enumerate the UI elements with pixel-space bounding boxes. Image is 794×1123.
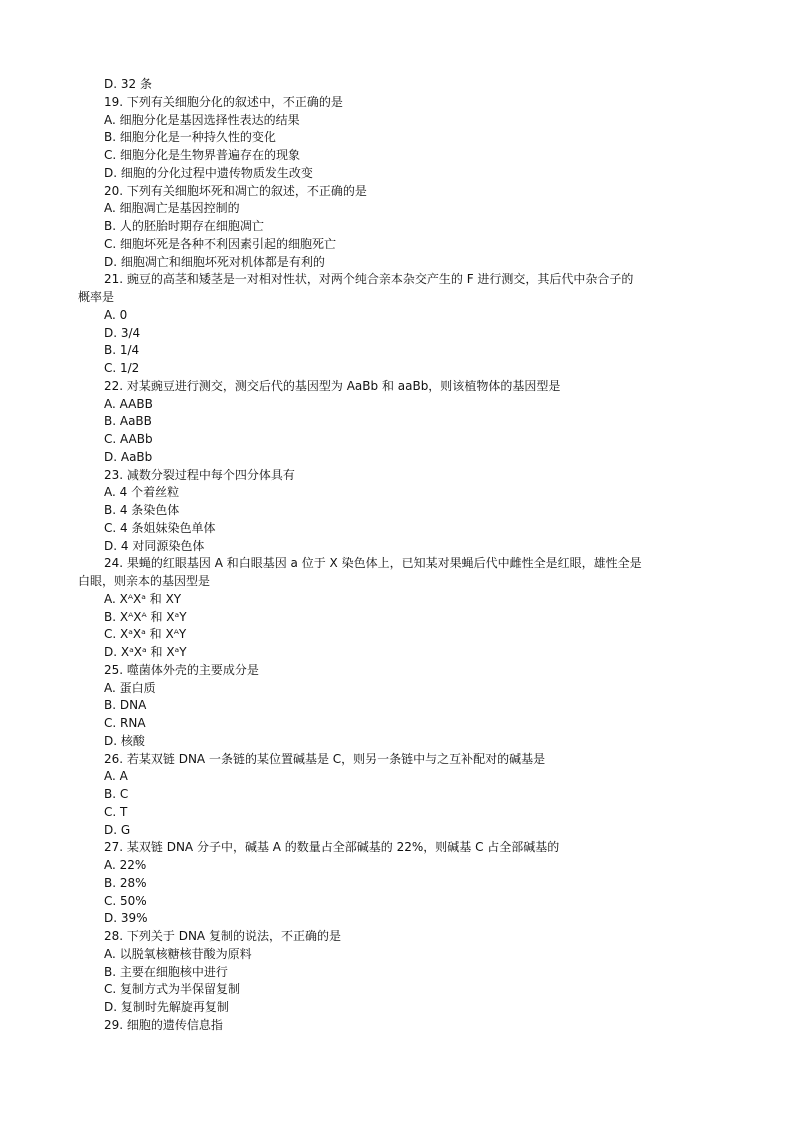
question-stem: 24. 果蝇的红眼基因 A 和白眼基因 a 位于 X 染色体上，已知某对果蝇后代中雌性全是红眼，雄性全是 [104, 556, 642, 571]
question-stem: 29. 细胞的遗传信息指 [104, 1017, 223, 1032]
answer-option: B. XᴬXᴬ 和 XᵃY [104, 609, 187, 624]
question-stem: 22. 对某豌豆进行测交，测交后代的基因型为 AaBb 和 aaBb，则该植物体的基因型是 [104, 378, 561, 393]
answer-option: C. 细胞坏死是各种不利因素引起的细胞死亡 [104, 236, 337, 251]
question-stem: 20. 下列有关细胞坏死和凋亡的叙述，不正确的是 [104, 183, 367, 198]
answer-option: D. 4 对同源染色体 [104, 538, 205, 553]
question-stem: 26. 若某双链 DNA 一条链的某位置碱基是 C，则另一条链中与之互补配对的碱基是 [104, 751, 546, 766]
answer-option: A. 蛋白质 [104, 680, 156, 695]
question-stem: 28. 下列关于 DNA 复制的说法，不正确的是 [104, 929, 341, 943]
answer-option: A. 细胞凋亡是基因控制的 [104, 201, 240, 216]
answer-option: B. 细胞分化是一种持久性的变化 [104, 130, 276, 145]
answer-option: B. 1/4 [104, 343, 140, 358]
question-q22 [78, 378, 724, 467]
question-stem: 23. 减数分裂过程中每个四分体具有 [104, 467, 295, 482]
question-q25 [78, 662, 724, 751]
answer-option: D. 39% [104, 911, 148, 926]
document-page [78, 76, 724, 1035]
question-stem: 27. 某双链 DNA 分子中，碱基 A 的数量占全部碱基的 22%，则碱基 C 占全部碱基的 [104, 840, 560, 855]
answer-option: D. 细胞凋亡和细胞坏死对机体都是有利的 [104, 254, 325, 269]
answer-option: D. G [104, 822, 131, 837]
answer-option: B. 主要在细胞核中进行 [104, 964, 228, 979]
answer-option: A. 22% [104, 858, 147, 872]
answer-option: C. RNA [104, 716, 146, 730]
question-q28 [78, 928, 724, 1017]
answer-option: B. AaBB [104, 414, 152, 429]
answer-option: C. 1/2 [104, 361, 140, 375]
question-stem-continued: 白眼，则亲本的基因型是 [78, 574, 211, 588]
answer-option: A. 4 个着丝粒 [104, 485, 180, 500]
answer-option: D. AaBb [104, 449, 153, 464]
answer-option: A. XᴬXᵃ 和 XY [104, 591, 182, 606]
answer-option: B. DNA [104, 698, 147, 713]
question-q20 [78, 183, 724, 272]
question-stem: 21. 豌豆的高茎和矮茎是一对相对性状，对两个纯合亲本杂交产生的 F 进行测交，其后代中杂合子的 [104, 272, 634, 287]
answer-option: D. XᵃXᵃ 和 XᵃY [104, 645, 187, 659]
answer-option: C. 50% [104, 893, 147, 908]
question-stem: 19. 下列有关细胞分化的叙述中，不正确的是 [104, 94, 343, 109]
prev-option: D. 32 条 [104, 77, 152, 91]
answer-option: B. 4 条染色体 [104, 503, 180, 517]
answer-option: B. 28% [104, 875, 147, 890]
answer-option: D. 细胞的分化过程中遗传物质发生改变 [104, 165, 313, 180]
answer-option: C. 复制方式为半保留复制 [104, 982, 241, 997]
answer-option: B. C [104, 787, 129, 801]
answer-option: A. 以脱氧核糖核苷酸为原料 [104, 946, 252, 961]
question-stem-continued: 概率是 [78, 290, 115, 304]
answer-option: A. 细胞分化是基因选择性表达的结果 [104, 112, 300, 127]
answer-option: A. 0 [104, 307, 128, 322]
question-q26 [78, 751, 724, 840]
question-q19 [78, 94, 724, 183]
answer-option: C. T [104, 804, 128, 819]
question-list [78, 94, 724, 1035]
answer-option: D. 核酸 [104, 733, 145, 748]
question-stem: 25. 噬菌体外壳的主要成分是 [104, 662, 259, 677]
answer-option: C. XᵃXᵃ 和 XᴬY [104, 627, 187, 642]
question-q24 [78, 555, 724, 662]
answer-option: C. 细胞分化是生物界普遍存在的现象 [104, 148, 301, 162]
answer-option: B. 人的胚胎时期存在细胞凋亡 [104, 219, 264, 233]
answer-option: A. AABB [104, 396, 153, 411]
answer-option: C. AABb [104, 432, 153, 446]
answer-option: D. 3/4 [104, 325, 141, 340]
answer-option: A. A [104, 769, 128, 784]
answer-option: C. 4 条姐妹染色单体 [104, 520, 216, 535]
answer-option: D. 复制时先解旋再复制 [104, 1000, 229, 1014]
question-q27 [78, 839, 724, 928]
question-q21 [78, 271, 724, 378]
question-q23 [78, 467, 724, 556]
question-q29 [78, 1017, 724, 1035]
